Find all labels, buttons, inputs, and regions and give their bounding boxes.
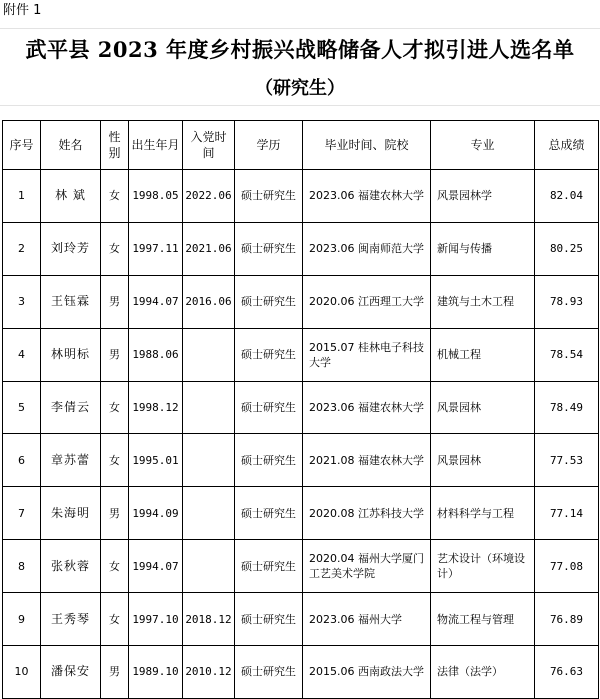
cell-party <box>183 328 235 381</box>
candidate-table <box>2 120 599 699</box>
cell-school: 2015.06 西南政法大学 <box>303 646 431 699</box>
cell-degree: 硕士研究生 <box>235 646 303 699</box>
table-row <box>3 646 599 699</box>
table-row <box>3 222 599 275</box>
document-subtitle: （研究生） <box>255 78 345 99</box>
grid-line <box>0 28 600 29</box>
cell-birth: 1994.07 <box>129 540 183 593</box>
cell-birth: 1994.07 <box>129 275 183 328</box>
cell-index: 5 <box>3 381 41 434</box>
table-row <box>3 170 599 223</box>
cell-school: 2021.08 福建农林大学 <box>303 434 431 487</box>
header-score: 总成绩 <box>535 121 599 170</box>
cell-degree: 硕士研究生 <box>235 275 303 328</box>
cell-degree: 硕士研究生 <box>235 540 303 593</box>
cell-birth: 1994.09 <box>129 487 183 540</box>
cell-index: 3 <box>3 275 41 328</box>
table-row <box>3 381 599 434</box>
cell-index: 6 <box>3 434 41 487</box>
cell-name: 王钰霖 <box>41 275 101 328</box>
cell-birth: 1995.01 <box>129 434 183 487</box>
cell-gender: 女 <box>101 540 129 593</box>
cell-index: 7 <box>3 487 41 540</box>
header-gender: 性别 <box>101 121 129 170</box>
cell-school: 2020.04 福州大学厦门工艺美术学院 <box>303 540 431 593</box>
cell-birth: 1997.10 <box>129 593 183 646</box>
cell-school: 2023.06 福建农林大学 <box>303 381 431 434</box>
cell-party <box>183 487 235 540</box>
cell-score: 76.63 <box>535 646 599 699</box>
cell-degree: 硕士研究生 <box>235 170 303 223</box>
cell-index: 10 <box>3 646 41 699</box>
table-row <box>3 487 599 540</box>
cell-gender: 女 <box>101 593 129 646</box>
cell-school: 2015.07 桂林电子科技大学 <box>303 328 431 381</box>
cell-school: 2020.06 江西理工大学 <box>303 275 431 328</box>
header-birth: 出生年月 <box>129 121 183 170</box>
header-name: 姓名 <box>41 121 101 170</box>
cell-gender: 女 <box>101 434 129 487</box>
cell-name: 潘保安 <box>41 646 101 699</box>
cell-degree: 硕士研究生 <box>235 593 303 646</box>
cell-degree: 硕士研究生 <box>235 434 303 487</box>
cell-name: 王秀琴 <box>41 593 101 646</box>
cell-school: 2023.06 闽南师范大学 <box>303 222 431 275</box>
cell-name: 刘玲芳 <box>41 222 101 275</box>
document-title: 武平县 2023 年度乡村振兴战略储备人才拟引进人选名单 <box>25 37 575 62</box>
cell-major: 机械工程 <box>431 328 535 381</box>
cell-index: 9 <box>3 593 41 646</box>
cell-degree: 硕士研究生 <box>235 222 303 275</box>
cell-birth: 1989.10 <box>129 646 183 699</box>
cell-school: 2020.08 江苏科技大学 <box>303 487 431 540</box>
attachment-label: 附件 1 <box>3 3 42 18</box>
cell-degree: 硕士研究生 <box>235 381 303 434</box>
cell-major: 风景园林 <box>431 381 535 434</box>
cell-name: 章苏蕾 <box>41 434 101 487</box>
cell-school: 2023.06 福州大学 <box>303 593 431 646</box>
cell-party <box>183 381 235 434</box>
header-school: 毕业时间、院校 <box>303 121 431 170</box>
cell-index: 4 <box>3 328 41 381</box>
cell-name: 林明标 <box>41 328 101 381</box>
cell-gender: 男 <box>101 646 129 699</box>
cell-score: 78.93 <box>535 275 599 328</box>
cell-name: 林 斌 <box>41 170 101 223</box>
cell-degree: 硕士研究生 <box>235 328 303 381</box>
cell-gender: 女 <box>101 222 129 275</box>
cell-score: 82.04 <box>535 170 599 223</box>
cell-degree: 硕士研究生 <box>235 487 303 540</box>
cell-major: 材料科学与工程 <box>431 487 535 540</box>
cell-major: 建筑与土木工程 <box>431 275 535 328</box>
table-row <box>3 328 599 381</box>
header-major: 专业 <box>431 121 535 170</box>
cell-gender: 女 <box>101 170 129 223</box>
cell-name: 朱海明 <box>41 487 101 540</box>
table-row <box>3 593 599 646</box>
cell-birth: 1998.12 <box>129 381 183 434</box>
cell-school: 2023.06 福建农林大学 <box>303 170 431 223</box>
header-party: 入党时间 <box>183 121 235 170</box>
cell-score: 76.89 <box>535 593 599 646</box>
cell-index: 2 <box>3 222 41 275</box>
cell-birth: 1998.05 <box>129 170 183 223</box>
cell-major: 新闻与传播 <box>431 222 535 275</box>
cell-name: 张秋蓉 <box>41 540 101 593</box>
cell-major: 风景园林 <box>431 434 535 487</box>
cell-party: 2018.12 <box>183 593 235 646</box>
cell-birth: 1988.06 <box>129 328 183 381</box>
cell-major: 法律（法学） <box>431 646 535 699</box>
cell-gender: 男 <box>101 275 129 328</box>
cell-score: 77.53 <box>535 434 599 487</box>
cell-birth: 1997.11 <box>129 222 183 275</box>
cell-name: 李倩云 <box>41 381 101 434</box>
cell-gender: 男 <box>101 487 129 540</box>
grid-line <box>0 105 600 106</box>
cell-gender: 男 <box>101 328 129 381</box>
cell-index: 1 <box>3 170 41 223</box>
cell-gender: 女 <box>101 381 129 434</box>
cell-score: 78.49 <box>535 381 599 434</box>
cell-score: 77.08 <box>535 540 599 593</box>
cell-major: 风景园林学 <box>431 170 535 223</box>
cell-major: 物流工程与管理 <box>431 593 535 646</box>
cell-party <box>183 434 235 487</box>
cell-score: 78.54 <box>535 328 599 381</box>
cell-party: 2022.06 <box>183 170 235 223</box>
cell-index: 8 <box>3 540 41 593</box>
cell-score: 80.25 <box>535 222 599 275</box>
cell-party: 2016.06 <box>183 275 235 328</box>
table-row <box>3 540 599 593</box>
header-index: 序号 <box>3 121 41 170</box>
table-header-row <box>3 121 599 170</box>
table-row <box>3 434 599 487</box>
cell-party: 2021.06 <box>183 222 235 275</box>
cell-party: 2010.12 <box>183 646 235 699</box>
table-row <box>3 275 599 328</box>
cell-major: 艺术设计（环境设计） <box>431 540 535 593</box>
cell-party <box>183 540 235 593</box>
header-degree: 学历 <box>235 121 303 170</box>
cell-score: 77.14 <box>535 487 599 540</box>
